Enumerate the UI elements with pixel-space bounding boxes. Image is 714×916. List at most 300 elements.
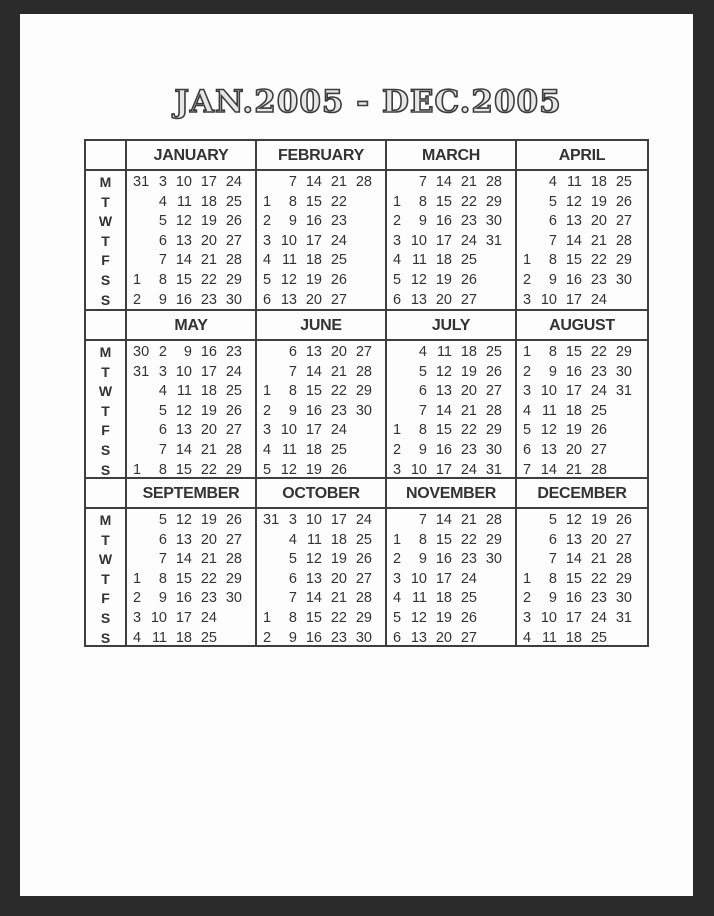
date-cell: 26 xyxy=(330,271,347,288)
date-cell xyxy=(519,212,533,232)
date-cell: 10 xyxy=(410,461,427,478)
date-cell: 28 xyxy=(615,232,632,249)
date-cell: 10 xyxy=(540,609,557,626)
date-cell: 21 xyxy=(200,252,217,269)
week-row xyxy=(259,589,383,609)
date-cell: 26 xyxy=(355,551,372,568)
date-cell: 19 xyxy=(435,271,452,288)
week-row xyxy=(519,421,645,441)
date-cell: 24 xyxy=(460,570,477,587)
date-cell: 14 xyxy=(175,441,192,458)
date-cell: 16 xyxy=(305,213,322,230)
month-name: JANUARY xyxy=(127,141,255,171)
week-row xyxy=(129,421,253,441)
date-cell: 26 xyxy=(225,512,242,528)
date-cell xyxy=(129,193,143,213)
week-row xyxy=(519,363,645,383)
date-cell: 8 xyxy=(288,383,297,400)
date-cell: 6 xyxy=(158,531,167,548)
date-cell xyxy=(389,173,403,193)
date-cell: 13 xyxy=(305,344,322,360)
month-april xyxy=(517,141,647,309)
date-cell: 29 xyxy=(615,344,632,360)
date-cell: 25 xyxy=(590,629,607,646)
date-cell: 4 xyxy=(263,441,272,458)
date-cell: 9 xyxy=(418,441,427,458)
date-cell: 9 xyxy=(548,590,557,607)
date-cell: 19 xyxy=(305,461,322,478)
date-cell: 19 xyxy=(200,402,217,419)
date-cell: 12 xyxy=(280,461,297,478)
date-cell: 29 xyxy=(485,531,502,548)
date-cell: 20 xyxy=(200,531,217,548)
date-cell: 14 xyxy=(175,252,192,269)
date-cell: 6 xyxy=(393,291,402,308)
date-cell: 2 xyxy=(263,402,272,419)
date-cell: 4 xyxy=(158,383,167,400)
date-cell: 28 xyxy=(355,363,372,380)
date-cell: 20 xyxy=(330,344,347,360)
date-cell: 23 xyxy=(330,629,347,646)
date-cell xyxy=(519,232,533,252)
date-cell: 25 xyxy=(615,174,632,190)
date-cell: 30 xyxy=(485,213,502,230)
date-cell: 12 xyxy=(410,609,427,626)
date-cell: 13 xyxy=(175,422,192,439)
week-row xyxy=(519,382,645,402)
date-cell xyxy=(259,363,273,383)
week-row xyxy=(519,291,645,311)
date-cell: 15 xyxy=(565,252,582,269)
date-cell: 13 xyxy=(435,383,452,400)
week-row xyxy=(129,609,253,629)
day-letters xyxy=(86,343,125,480)
date-cell: 5 xyxy=(523,422,532,439)
week-row xyxy=(389,570,513,590)
date-cell xyxy=(218,629,243,649)
date-cell: 19 xyxy=(565,422,582,439)
date-cell: 27 xyxy=(590,441,607,458)
date-cell: 27 xyxy=(330,291,347,308)
date-cell: 16 xyxy=(175,291,192,308)
date-cell xyxy=(129,421,143,441)
week-row xyxy=(519,212,645,232)
month-february xyxy=(257,141,387,309)
date-cell: 30 xyxy=(615,590,632,607)
date-cell: 12 xyxy=(305,551,322,568)
day-header-column xyxy=(86,479,127,647)
date-cell xyxy=(519,511,533,531)
date-cell xyxy=(259,173,273,193)
date-cell: 28 xyxy=(225,441,242,458)
day-letter: S xyxy=(100,629,111,646)
date-cell xyxy=(129,232,143,252)
date-cell: 3 xyxy=(158,363,167,380)
week-row xyxy=(389,193,513,213)
date-cell: 12 xyxy=(565,193,582,210)
day-letter: S xyxy=(100,441,111,458)
date-cell: 23 xyxy=(460,213,477,230)
date-cell: 6 xyxy=(263,291,272,308)
week-row xyxy=(519,589,645,609)
date-cell: 4 xyxy=(523,402,532,419)
date-cell xyxy=(129,511,143,531)
date-cell: 5 xyxy=(158,213,167,230)
date-cell: 24 xyxy=(590,609,607,626)
date-cell: 23 xyxy=(460,551,477,568)
day-letter: W xyxy=(98,383,113,400)
week-row xyxy=(389,251,513,271)
date-cell xyxy=(259,531,273,551)
week-row xyxy=(389,343,513,363)
date-cell xyxy=(129,441,143,461)
date-cell: 27 xyxy=(615,213,632,230)
day-letter: M xyxy=(99,512,112,528)
date-cell: 1 xyxy=(133,461,142,478)
month-name: MARCH xyxy=(387,141,515,171)
date-cell: 7 xyxy=(288,590,297,607)
week-row xyxy=(259,193,383,213)
date-cell: 17 xyxy=(565,609,582,626)
week-row xyxy=(389,629,513,649)
date-cell: 27 xyxy=(355,344,372,360)
date-cell: 10 xyxy=(175,174,192,190)
date-cell: 20 xyxy=(590,531,607,548)
date-cell xyxy=(478,629,503,649)
date-cell: 18 xyxy=(200,383,217,400)
month-name: MAY xyxy=(127,311,255,341)
date-cell: 26 xyxy=(485,363,502,380)
date-cell: 21 xyxy=(460,402,477,419)
week-row xyxy=(259,441,383,461)
date-cell: 1 xyxy=(393,422,402,439)
date-cell xyxy=(129,402,143,422)
date-cell: 4 xyxy=(548,174,557,190)
week-row xyxy=(519,629,645,649)
week-row xyxy=(389,511,513,531)
day-letter: S xyxy=(100,291,111,308)
week-row xyxy=(389,271,513,291)
date-cell: 6 xyxy=(288,344,297,360)
date-cell: 9 xyxy=(418,551,427,568)
date-cell xyxy=(348,232,373,252)
date-cell: 11 xyxy=(151,629,167,646)
date-cell xyxy=(389,343,403,363)
date-cell xyxy=(519,173,533,193)
date-cell: 3 xyxy=(288,512,297,528)
month-july xyxy=(387,311,517,479)
date-cell: 14 xyxy=(565,551,582,568)
week-row xyxy=(129,291,253,311)
date-cell: 17 xyxy=(200,174,217,190)
date-cell: 15 xyxy=(175,461,192,478)
date-cell: 25 xyxy=(485,344,502,360)
date-cell: 24 xyxy=(590,291,607,308)
date-cell: 14 xyxy=(175,551,192,568)
date-cell: 7 xyxy=(418,402,427,419)
date-cell: 30 xyxy=(133,344,150,360)
date-cell: 29 xyxy=(615,570,632,587)
date-cell: 25 xyxy=(460,252,477,269)
date-cell: 7 xyxy=(548,551,557,568)
date-cell: 20 xyxy=(590,213,607,230)
date-cell: 6 xyxy=(418,383,427,400)
day-letter: M xyxy=(99,344,112,360)
date-cell: 26 xyxy=(460,271,477,288)
date-cell xyxy=(348,251,373,271)
date-cell: 24 xyxy=(225,363,242,380)
week-row xyxy=(389,609,513,629)
date-cell: 11 xyxy=(281,441,297,458)
date-cell: 2 xyxy=(133,291,142,308)
date-cell: 16 xyxy=(435,551,452,568)
date-cell: 27 xyxy=(355,570,372,587)
date-cell: 26 xyxy=(225,213,242,230)
date-cell xyxy=(348,212,373,232)
week-row xyxy=(259,550,383,570)
day-header-column xyxy=(86,311,127,479)
week-row xyxy=(519,511,645,531)
week-row xyxy=(259,421,383,441)
date-cell: 13 xyxy=(410,291,427,308)
date-cell: 16 xyxy=(200,344,217,360)
date-cell: 26 xyxy=(590,422,607,439)
date-cell: 17 xyxy=(565,383,582,400)
date-cell: 19 xyxy=(590,193,607,210)
month-name: DECEMBER xyxy=(517,479,647,509)
month-may xyxy=(127,311,257,479)
date-cell: 18 xyxy=(330,531,347,548)
date-cell: 12 xyxy=(410,271,427,288)
date-cell: 22 xyxy=(330,383,347,400)
date-cell: 11 xyxy=(411,252,427,269)
date-cell: 17 xyxy=(305,422,322,439)
date-cell: 1 xyxy=(523,344,532,360)
date-cell: 27 xyxy=(460,291,477,308)
date-cell: 3 xyxy=(263,232,272,249)
date-cell: 3 xyxy=(393,232,402,249)
date-cell: 27 xyxy=(225,531,242,548)
date-cell: 25 xyxy=(590,402,607,419)
month-name: SEPTEMBER xyxy=(127,479,255,509)
date-cell: 16 xyxy=(435,213,452,230)
date-cell xyxy=(348,421,373,441)
date-cell: 8 xyxy=(288,609,297,626)
date-cell: 28 xyxy=(355,590,372,607)
date-cell: 19 xyxy=(460,363,477,380)
week-row xyxy=(389,232,513,252)
date-cell xyxy=(608,291,633,311)
date-cell: 13 xyxy=(280,291,297,308)
date-cell: 6 xyxy=(548,531,557,548)
date-cell: 9 xyxy=(288,213,297,230)
date-cell: 24 xyxy=(330,232,347,249)
date-cell: 7 xyxy=(548,232,557,249)
date-cell xyxy=(348,291,373,311)
date-cell: 26 xyxy=(615,512,632,528)
date-cell: 1 xyxy=(263,609,272,626)
date-cell: 17 xyxy=(175,609,192,626)
date-cell xyxy=(478,589,503,609)
date-cell: 19 xyxy=(305,271,322,288)
date-cell: 20 xyxy=(200,422,217,439)
date-cell: 8 xyxy=(158,271,167,288)
date-cell: 3 xyxy=(393,461,402,478)
week-row xyxy=(129,343,253,363)
date-cell: 3 xyxy=(523,291,532,308)
date-cell xyxy=(519,550,533,570)
date-cell xyxy=(129,531,143,551)
week-row xyxy=(519,570,645,590)
date-cell: 29 xyxy=(485,422,502,439)
date-cell: 9 xyxy=(418,213,427,230)
date-cell: 15 xyxy=(175,271,192,288)
day-letter: T xyxy=(101,363,110,380)
date-cell: 4 xyxy=(288,531,297,548)
day-letter: F xyxy=(101,252,110,269)
date-cell: 17 xyxy=(435,461,452,478)
date-cell: 26 xyxy=(615,193,632,210)
date-cell xyxy=(389,382,403,402)
date-cell xyxy=(348,441,373,461)
date-cell: 4 xyxy=(393,590,402,607)
week-row xyxy=(259,629,383,649)
date-cell: 23 xyxy=(330,402,347,419)
date-cell xyxy=(389,402,403,422)
date-cell: 24 xyxy=(355,512,372,528)
date-cell: 8 xyxy=(288,193,297,210)
date-cell: 31 xyxy=(133,363,150,380)
week-row xyxy=(519,232,645,252)
date-cell: 2 xyxy=(133,590,142,607)
date-cell: 16 xyxy=(565,363,582,380)
date-cell: 28 xyxy=(225,551,242,568)
month-name: APRIL xyxy=(517,141,647,171)
date-cell: 22 xyxy=(460,193,477,210)
date-cell: 23 xyxy=(590,590,607,607)
date-cell: 13 xyxy=(565,213,582,230)
month-june xyxy=(257,311,387,479)
date-cell: 20 xyxy=(200,232,217,249)
date-cell: 4 xyxy=(158,193,167,210)
date-cell: 16 xyxy=(305,629,322,646)
week-row xyxy=(389,441,513,461)
date-cell: 29 xyxy=(355,383,372,400)
date-cell xyxy=(478,570,503,590)
date-cell: 2 xyxy=(263,213,272,230)
date-cell: 30 xyxy=(615,363,632,380)
date-cell: 7 xyxy=(288,174,297,190)
date-cell: 11 xyxy=(566,174,582,190)
date-cell: 28 xyxy=(355,174,372,190)
date-cell: 18 xyxy=(565,629,582,646)
date-cell: 15 xyxy=(175,570,192,587)
date-cell: 2 xyxy=(523,271,532,288)
day-letter: F xyxy=(101,590,110,607)
date-cell: 30 xyxy=(355,402,372,419)
date-cell: 1 xyxy=(133,570,142,587)
week-row xyxy=(259,212,383,232)
week-row xyxy=(259,343,383,363)
date-cell: 8 xyxy=(418,531,427,548)
day-letters xyxy=(86,511,125,648)
date-cell: 15 xyxy=(435,531,452,548)
date-cell: 17 xyxy=(565,291,582,308)
date-cell: 28 xyxy=(225,252,242,269)
date-cell: 21 xyxy=(590,232,607,249)
week-row xyxy=(129,629,253,649)
date-cell: 7 xyxy=(418,512,427,528)
day-header-column xyxy=(86,141,127,309)
date-cell: 21 xyxy=(590,551,607,568)
date-cell: 18 xyxy=(305,441,322,458)
date-cell: 27 xyxy=(485,383,502,400)
date-cell: 24 xyxy=(330,422,347,439)
date-cell xyxy=(218,609,243,629)
date-cell xyxy=(608,629,633,649)
date-cell: 17 xyxy=(200,363,217,380)
date-cell: 27 xyxy=(615,531,632,548)
day-letter: M xyxy=(99,174,112,190)
week-row xyxy=(389,382,513,402)
date-cell: 23 xyxy=(590,271,607,288)
date-cell: 11 xyxy=(436,344,452,360)
date-cell: 30 xyxy=(225,590,242,607)
date-cell: 26 xyxy=(225,402,242,419)
date-cell: 5 xyxy=(288,551,297,568)
date-cell: 25 xyxy=(355,531,372,548)
date-cell: 7 xyxy=(158,441,167,458)
day-letter: W xyxy=(98,551,113,568)
week-row xyxy=(129,402,253,422)
date-cell: 3 xyxy=(393,570,402,587)
date-cell: 18 xyxy=(305,252,322,269)
week-row xyxy=(259,291,383,311)
date-cell: 16 xyxy=(435,441,452,458)
day-letter: T xyxy=(101,531,110,548)
date-cell xyxy=(129,251,143,271)
date-cell: 29 xyxy=(485,193,502,210)
date-cell: 10 xyxy=(150,609,167,626)
date-cell: 3 xyxy=(158,174,167,190)
week-row xyxy=(129,531,253,551)
date-cell: 18 xyxy=(565,402,582,419)
date-cell: 31 xyxy=(263,512,280,528)
date-cell: 5 xyxy=(548,193,557,210)
week-row xyxy=(129,212,253,232)
date-cell: 30 xyxy=(615,271,632,288)
date-cell: 25 xyxy=(330,441,347,458)
week-row xyxy=(259,531,383,551)
date-cell: 8 xyxy=(548,570,557,587)
date-cell: 9 xyxy=(183,344,192,360)
day-letter: T xyxy=(101,402,110,419)
date-cell: 2 xyxy=(393,213,402,230)
date-cell: 19 xyxy=(590,512,607,528)
day-letter: T xyxy=(101,232,110,249)
date-cell: 29 xyxy=(355,609,372,626)
date-cell: 25 xyxy=(460,590,477,607)
date-cell: 25 xyxy=(200,629,217,646)
date-cell: 11 xyxy=(306,531,322,548)
date-cell: 10 xyxy=(410,232,427,249)
date-cell: 29 xyxy=(615,252,632,269)
week-row xyxy=(129,441,253,461)
date-cell: 13 xyxy=(565,531,582,548)
date-cell: 20 xyxy=(435,291,452,308)
week-row xyxy=(389,402,513,422)
date-cell: 14 xyxy=(435,402,452,419)
